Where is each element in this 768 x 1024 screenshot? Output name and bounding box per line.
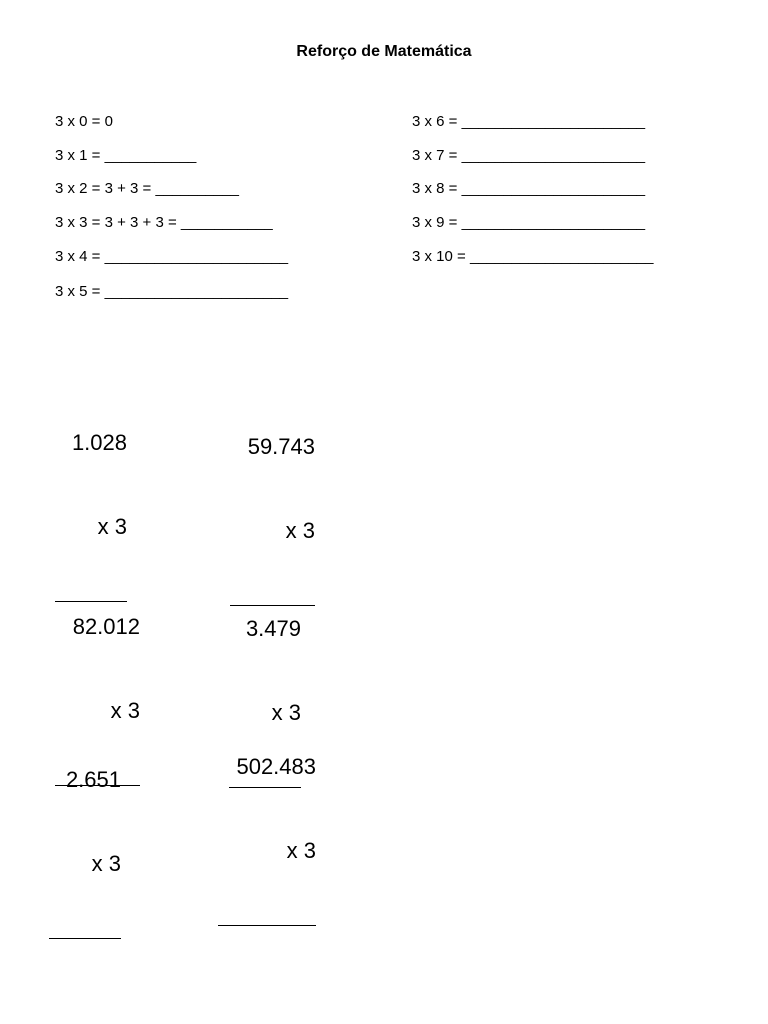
table-line-3x1: 3 x 1 = ___________ — [55, 147, 197, 164]
table-line-3x5: 3 x 5 = ______________________ — [55, 283, 289, 300]
page-title: Reforço de Matemática — [296, 43, 472, 60]
problem-number: 82.012 — [72, 614, 140, 639]
problem-multiplier: x 3 — [271, 700, 301, 725]
table-line-3x2: 3 x 2 = 3 + 3 = __________ — [55, 180, 239, 197]
table-line-3x10: 3 x 10 = ______________________ — [412, 248, 654, 265]
problem-5 — [49, 710, 121, 967]
table-line-3x9: 3 x 9 = ______________________ — [412, 214, 646, 231]
problem-6 — [218, 697, 316, 954]
problem-number: 3.479 — [245, 616, 301, 641]
problem-multiplier: x 3 — [97, 514, 127, 539]
table-line-3x3: 3 x 3 = 3 + 3 + 3 = ___________ — [55, 214, 273, 231]
problem-number: 2.651 — [65, 767, 121, 792]
table-line-3x4: 3 x 4 = ______________________ — [55, 248, 289, 265]
problem-number: 502.483 — [236, 754, 316, 779]
table-line-3x7: 3 x 7 = ______________________ — [412, 147, 646, 164]
problem-multiplier: x 3 — [110, 698, 140, 723]
problem-multiplier: x 3 — [91, 851, 121, 876]
problem-multiplier: x 3 — [285, 518, 315, 543]
problem-number: 59.743 — [247, 434, 315, 459]
problem-number: 1.028 — [71, 430, 127, 455]
table-line-3x8: 3 x 8 = ______________________ — [412, 180, 646, 197]
problem-multiplier: x 3 — [286, 838, 316, 863]
table-line-3x6: 3 x 6 = ______________________ — [412, 113, 646, 130]
answer-rule — [49, 938, 121, 939]
table-line-3x0: 3 x 0 = 0 — [55, 113, 113, 130]
answer-rule — [218, 925, 316, 926]
